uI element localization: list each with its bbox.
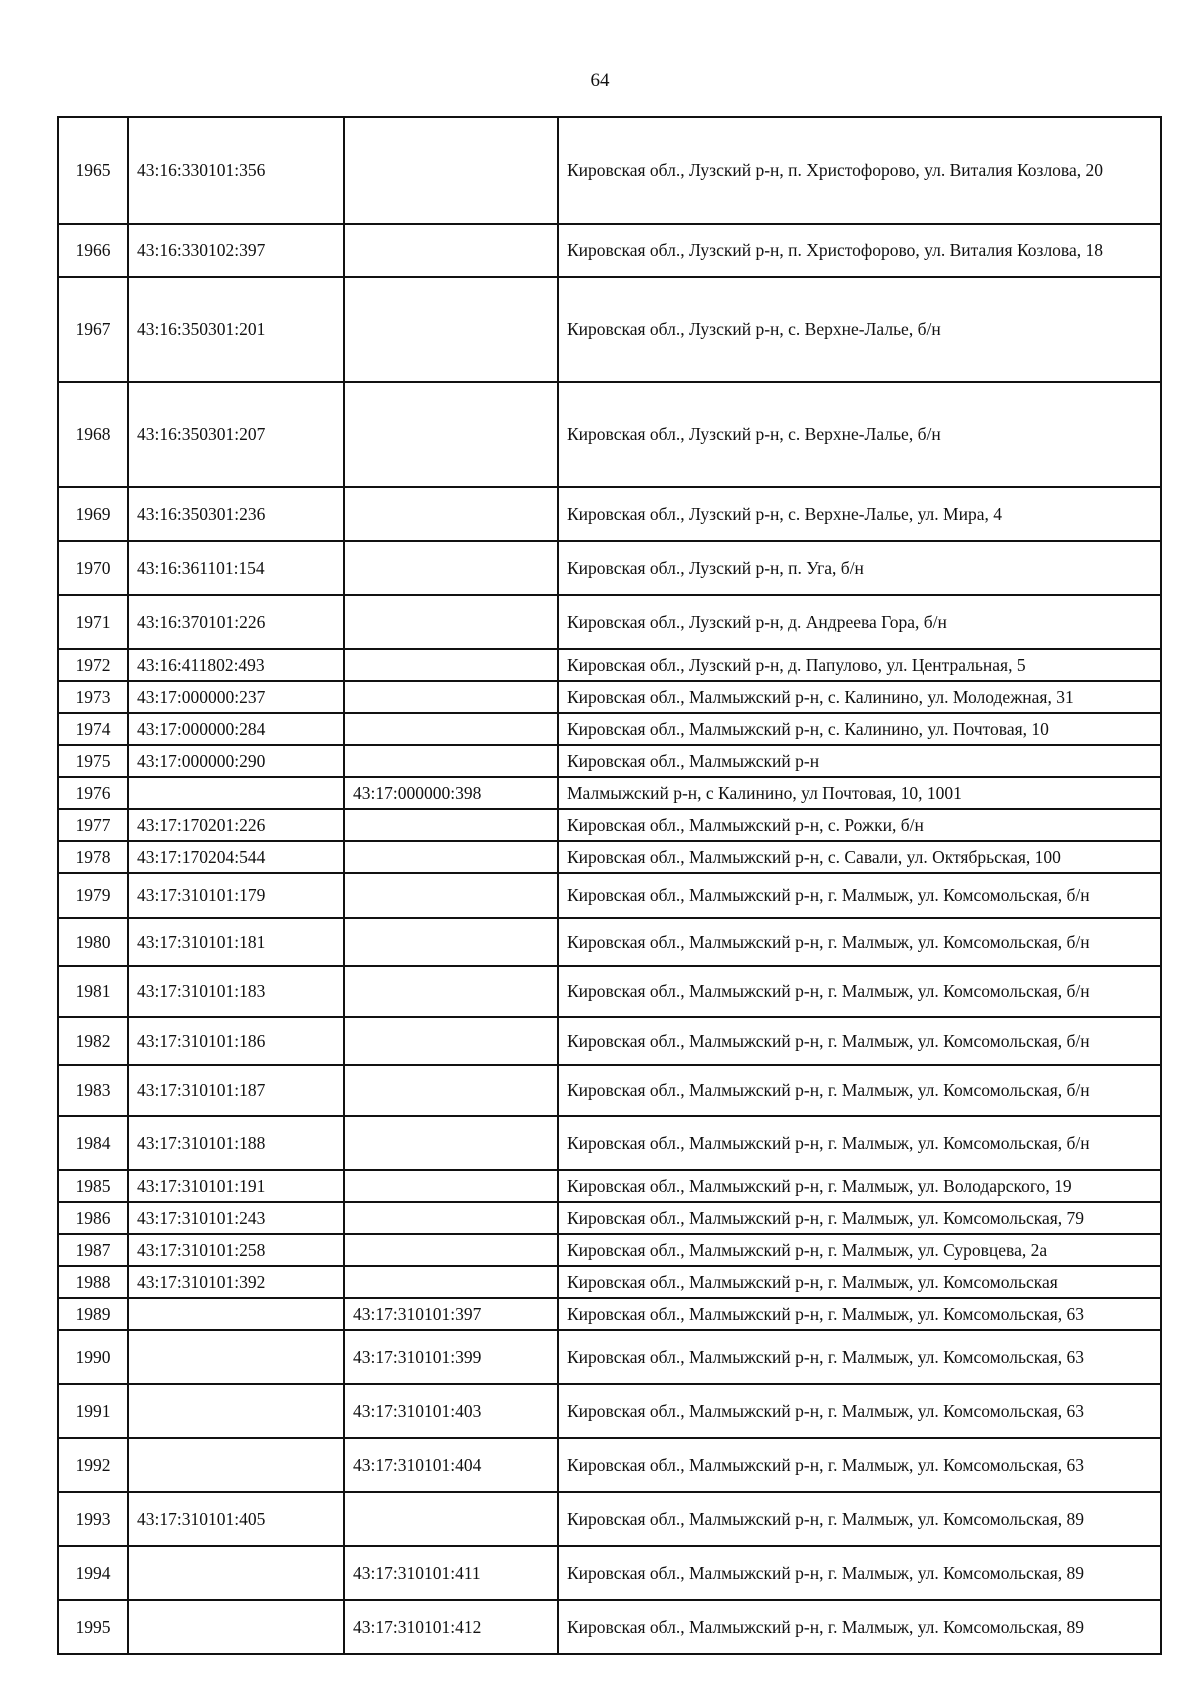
building-cadastral-number-cell <box>344 117 558 224</box>
building-cadastral-number-cell <box>344 382 558 487</box>
table-row <box>58 809 1161 841</box>
building-cadastral-number-cell <box>344 809 558 841</box>
address-cell: Кировская обл., Малмыжский р-н, с. Рожки, б/н <box>558 809 1161 841</box>
table-row <box>58 1017 1161 1065</box>
table-row <box>58 649 1161 681</box>
building-cadastral-number-cell <box>344 681 558 713</box>
building-cadastral-number-cell <box>344 918 558 966</box>
row-number-cell: 1988 <box>58 1266 128 1298</box>
table-row <box>58 117 1161 224</box>
building-cadastral-number-cell: 43:17:000000:398 <box>344 777 558 809</box>
building-cadastral-number-cell <box>344 745 558 777</box>
row-number-cell: 1986 <box>58 1202 128 1234</box>
cadastral-number-cell: 43:17:000000:290 <box>128 745 344 777</box>
cadastral-number-cell: 43:17:310101:405 <box>128 1492 344 1546</box>
table-row <box>58 1116 1161 1170</box>
table-row <box>58 224 1161 277</box>
cadastral-number-cell <box>128 1438 344 1492</box>
row-number-cell: 1991 <box>58 1384 128 1438</box>
address-cell: Кировская обл., Малмыжский р-н, г. Малмыж, ул. Комсомольская, б/н <box>558 918 1161 966</box>
row-number-cell: 1969 <box>58 487 128 541</box>
cadastral-number-cell: 43:17:310101:243 <box>128 1202 344 1234</box>
table-row <box>58 1266 1161 1298</box>
row-number-cell: 1979 <box>58 873 128 918</box>
cadastral-number-cell: 43:17:170204:544 <box>128 841 344 873</box>
table-row <box>58 487 1161 541</box>
row-number-cell: 1980 <box>58 918 128 966</box>
row-number-cell: 1984 <box>58 1116 128 1170</box>
row-number-cell: 1971 <box>58 595 128 649</box>
address-cell: Кировская обл., Малмыжский р-н, с. Калинино, ул. Молодежная, 31 <box>558 681 1161 713</box>
building-cadastral-number-cell: 43:17:310101:403 <box>344 1384 558 1438</box>
cadastral-number-cell: 43:16:361101:154 <box>128 541 344 595</box>
address-cell: Кировская обл., Малмыжский р-н, г. Малмыж, ул. Суровцева, 2а <box>558 1234 1161 1266</box>
page-number: 64 <box>590 70 610 91</box>
address-cell: Кировская обл., Малмыжский р-н, г. Малмыж, ул. Комсомольская, б/н <box>558 1065 1161 1116</box>
table-row <box>58 777 1161 809</box>
row-number-cell: 1966 <box>58 224 128 277</box>
table-row <box>58 1546 1161 1600</box>
cadastral-number-cell: 43:17:310101:258 <box>128 1234 344 1266</box>
cadastral-number-cell: 43:16:350301:201 <box>128 277 344 382</box>
building-cadastral-number-cell <box>344 1065 558 1116</box>
cadastral-number-cell <box>128 1298 344 1330</box>
table-row <box>58 1330 1161 1384</box>
row-number-cell: 1970 <box>58 541 128 595</box>
address-cell: Кировская обл., Малмыжский р-н, г. Малмыж, ул. Комсомольская, 63 <box>558 1384 1161 1438</box>
address-cell: Кировская обл., Малмыжский р-н, г. Малмыж, ул. Комсомольская, 89 <box>558 1600 1161 1654</box>
cadastral-number-cell: 43:17:310101:183 <box>128 966 344 1017</box>
table-row <box>58 382 1161 487</box>
building-cadastral-number-cell <box>344 713 558 745</box>
table-row <box>58 541 1161 595</box>
address-cell: Кировская обл., Малмыжский р-н, с. Савали, ул. Октябрьская, 100 <box>558 841 1161 873</box>
address-cell: Кировская обл., Лузский р-н, д. Папулово, ул. Центральная, 5 <box>558 649 1161 681</box>
address-cell: Кировская обл., Лузский р-н, д. Андреева Гора, б/н <box>558 595 1161 649</box>
building-cadastral-number-cell <box>344 277 558 382</box>
table-row <box>58 713 1161 745</box>
address-cell: Кировская обл., Лузский р-н, с. Верхне-Лалье, ул. Мира, 4 <box>558 487 1161 541</box>
table-row <box>58 1492 1161 1546</box>
row-number-cell: 1976 <box>58 777 128 809</box>
cadastral-number-cell: 43:16:330102:397 <box>128 224 344 277</box>
cadastral-number-cell <box>128 1384 344 1438</box>
row-number-cell: 1990 <box>58 1330 128 1384</box>
building-cadastral-number-cell <box>344 1492 558 1546</box>
building-cadastral-number-cell <box>344 224 558 277</box>
table-row <box>58 1170 1161 1202</box>
table-row <box>58 873 1161 918</box>
cadastral-number-cell <box>128 1546 344 1600</box>
row-number-cell: 1975 <box>58 745 128 777</box>
address-cell: Кировская обл., Лузский р-н, п. Христофорово, ул. Виталия Козлова, 20 <box>558 117 1161 224</box>
row-number-cell: 1994 <box>58 1546 128 1600</box>
cadastral-number-cell <box>128 1600 344 1654</box>
building-cadastral-number-cell <box>344 487 558 541</box>
row-number-cell: 1982 <box>58 1017 128 1065</box>
table-row <box>58 277 1161 382</box>
table-row <box>58 918 1161 966</box>
table-row <box>58 1438 1161 1492</box>
address-cell: Кировская обл., Малмыжский р-н, г. Малмыж, ул. Комсомольская, 63 <box>558 1438 1161 1492</box>
property-registry-table <box>57 116 1162 1655</box>
table-body <box>58 117 1161 1654</box>
address-cell: Кировская обл., Малмыжский р-н, г. Малмыж, ул. Комсомольская <box>558 1266 1161 1298</box>
cadastral-number-cell: 43:16:350301:236 <box>128 487 344 541</box>
address-cell: Кировская обл., Малмыжский р-н, г. Малмыж, ул. Комсомольская, 63 <box>558 1330 1161 1384</box>
address-cell: Кировская обл., Лузский р-н, п. Уга, б/н <box>558 541 1161 595</box>
cadastral-number-cell: 43:17:310101:188 <box>128 1116 344 1170</box>
building-cadastral-number-cell <box>344 1170 558 1202</box>
table-row <box>58 966 1161 1017</box>
cadastral-number-cell: 43:17:310101:191 <box>128 1170 344 1202</box>
building-cadastral-number-cell <box>344 841 558 873</box>
row-number-cell: 1985 <box>58 1170 128 1202</box>
row-number-cell: 1972 <box>58 649 128 681</box>
row-number-cell: 1983 <box>58 1065 128 1116</box>
row-number-cell: 1992 <box>58 1438 128 1492</box>
building-cadastral-number-cell <box>344 1116 558 1170</box>
row-number-cell: 1981 <box>58 966 128 1017</box>
address-cell: Кировская обл., Малмыжский р-н <box>558 745 1161 777</box>
table-row <box>58 681 1161 713</box>
cadastral-number-cell: 43:16:411802:493 <box>128 649 344 681</box>
address-cell: Кировская обл., Малмыжский р-н, г. Малмыж, ул. Комсомольская, 89 <box>558 1546 1161 1600</box>
row-number-cell: 1978 <box>58 841 128 873</box>
address-cell: Кировская обл., Малмыжский р-н, г. Малмыж, ул. Комсомольская, б/н <box>558 1116 1161 1170</box>
table-row <box>58 1065 1161 1116</box>
cadastral-number-cell: 43:17:310101:392 <box>128 1266 344 1298</box>
building-cadastral-number-cell <box>344 649 558 681</box>
address-cell: Кировская обл., Лузский р-н, п. Христофорово, ул. Виталия Козлова, 18 <box>558 224 1161 277</box>
cadastral-number-cell: 43:16:350301:207 <box>128 382 344 487</box>
row-number-cell: 1967 <box>58 277 128 382</box>
building-cadastral-number-cell <box>344 966 558 1017</box>
cadastral-number-cell: 43:17:310101:179 <box>128 873 344 918</box>
address-cell: Кировская обл., Малмыжский р-н, г. Малмыж, ул. Комсомольская, 89 <box>558 1492 1161 1546</box>
row-number-cell: 1974 <box>58 713 128 745</box>
table-row <box>58 1298 1161 1330</box>
row-number-cell: 1989 <box>58 1298 128 1330</box>
building-cadastral-number-cell: 43:17:310101:412 <box>344 1600 558 1654</box>
row-number-cell: 1987 <box>58 1234 128 1266</box>
table-row <box>58 1202 1161 1234</box>
address-cell: Кировская обл., Лузский р-н, с. Верхне-Лалье, б/н <box>558 382 1161 487</box>
cadastral-number-cell: 43:16:330101:356 <box>128 117 344 224</box>
address-cell: Кировская обл., Малмыжский р-н, г. Малмыж, ул. Комсомольская, б/н <box>558 1017 1161 1065</box>
cadastral-number-cell: 43:17:000000:237 <box>128 681 344 713</box>
address-cell: Кировская обл., Малмыжский р-н, г. Малмыж, ул. Комсомольская, 63 <box>558 1298 1161 1330</box>
cadastral-number-cell <box>128 777 344 809</box>
cadastral-number-cell <box>128 1330 344 1384</box>
address-cell: Кировская обл., Малмыжский р-н, г. Малмыж, ул. Комсомольская, 79 <box>558 1202 1161 1234</box>
cadastral-number-cell: 43:16:370101:226 <box>128 595 344 649</box>
address-cell: Кировская обл., Малмыжский р-н, г. Малмыж, ул. Комсомольская, б/н <box>558 873 1161 918</box>
building-cadastral-number-cell <box>344 1202 558 1234</box>
address-cell: Кировская обл., Малмыжский р-н, с. Калинино, ул. Почтовая, 10 <box>558 713 1161 745</box>
building-cadastral-number-cell: 43:17:310101:404 <box>344 1438 558 1492</box>
row-number-cell: 1965 <box>58 117 128 224</box>
building-cadastral-number-cell <box>344 595 558 649</box>
table-row <box>58 745 1161 777</box>
row-number-cell: 1977 <box>58 809 128 841</box>
row-number-cell: 1995 <box>58 1600 128 1654</box>
cadastral-number-cell: 43:17:310101:181 <box>128 918 344 966</box>
table-row <box>58 1384 1161 1438</box>
cadastral-number-cell: 43:17:000000:284 <box>128 713 344 745</box>
building-cadastral-number-cell: 43:17:310101:397 <box>344 1298 558 1330</box>
building-cadastral-number-cell: 43:17:310101:399 <box>344 1330 558 1384</box>
address-cell: Кировская обл., Лузский р-н, с. Верхне-Лалье, б/н <box>558 277 1161 382</box>
table-row <box>58 1234 1161 1266</box>
building-cadastral-number-cell <box>344 541 558 595</box>
address-cell: Малмыжский р-н, с Калинино, ул Почтовая, 10, 1001 <box>558 777 1161 809</box>
building-cadastral-number-cell <box>344 873 558 918</box>
building-cadastral-number-cell <box>344 1266 558 1298</box>
building-cadastral-number-cell <box>344 1234 558 1266</box>
table-row <box>58 595 1161 649</box>
row-number-cell: 1973 <box>58 681 128 713</box>
address-cell: Кировская обл., Малмыжский р-н, г. Малмыж, ул. Володарского, 19 <box>558 1170 1161 1202</box>
row-number-cell: 1993 <box>58 1492 128 1546</box>
cadastral-number-cell: 43:17:310101:187 <box>128 1065 344 1116</box>
address-cell: Кировская обл., Малмыжский р-н, г. Малмыж, ул. Комсомольская, б/н <box>558 966 1161 1017</box>
row-number-cell: 1968 <box>58 382 128 487</box>
table-row <box>58 841 1161 873</box>
building-cadastral-number-cell: 43:17:310101:411 <box>344 1546 558 1600</box>
cadastral-number-cell: 43:17:170201:226 <box>128 809 344 841</box>
building-cadastral-number-cell <box>344 1017 558 1065</box>
table-row <box>58 1600 1161 1654</box>
cadastral-number-cell: 43:17:310101:186 <box>128 1017 344 1065</box>
